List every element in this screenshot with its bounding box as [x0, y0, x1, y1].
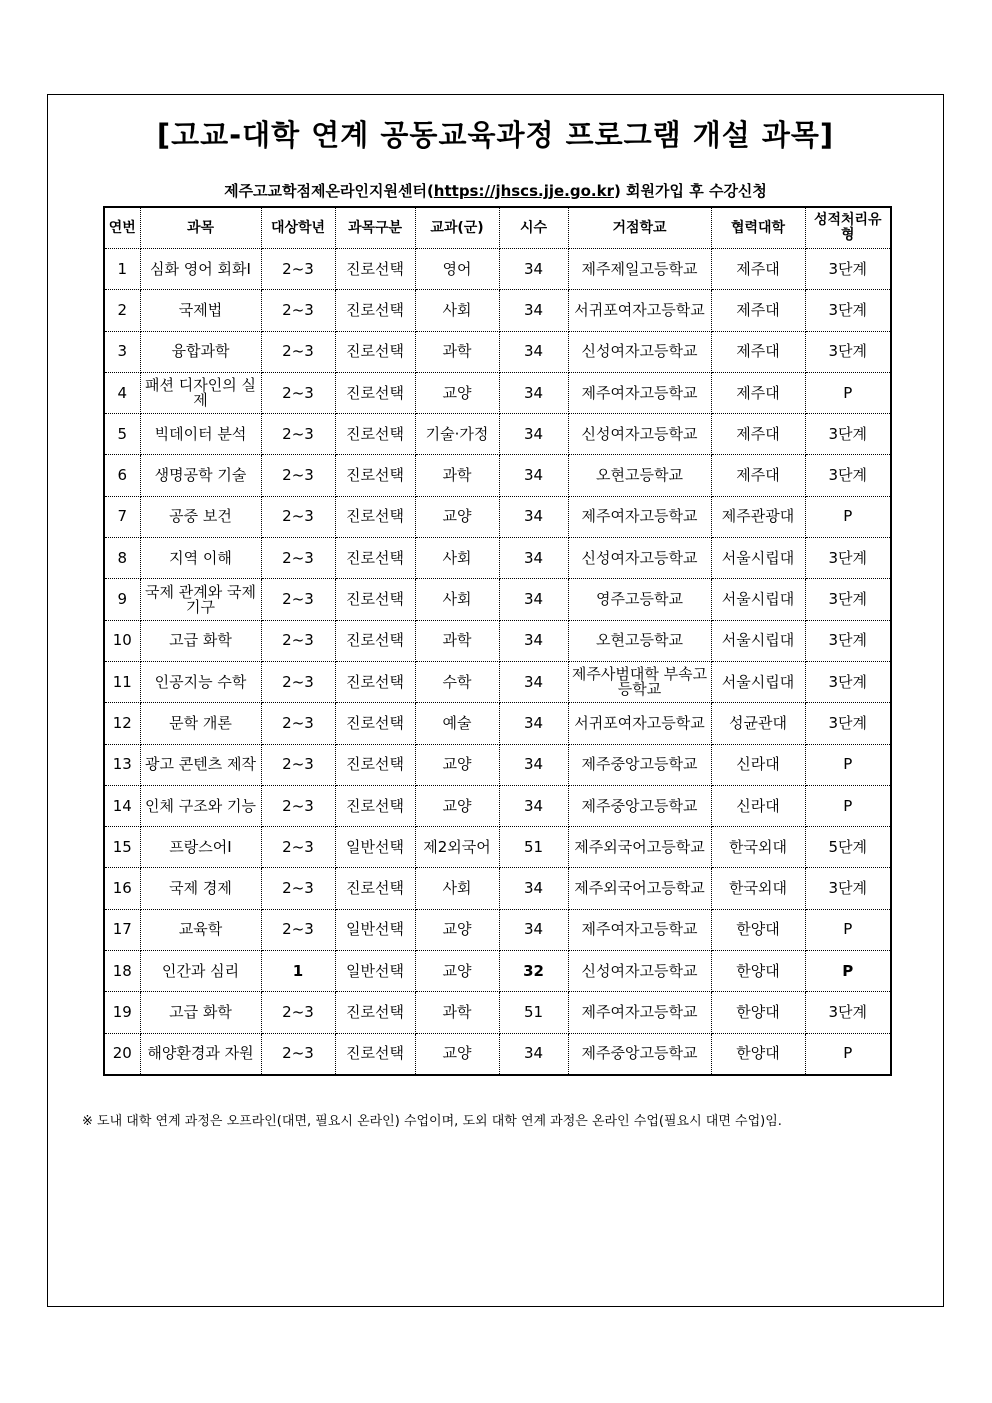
- table-row: [104, 372, 891, 413]
- partner-university-cell: 서울시립대: [711, 620, 805, 661]
- base-school-cell: 서귀포여자고등학교: [568, 290, 711, 331]
- subject-cell: 국제 관계와 국제기구: [140, 579, 261, 620]
- grading-type-cell: P: [805, 744, 891, 785]
- subject-group-cell: 사회: [415, 579, 499, 620]
- row-number-cell: 3: [104, 331, 140, 372]
- table-row: [104, 827, 891, 868]
- base-school-cell: 제주외국어고등학교: [568, 827, 711, 868]
- course-type-cell: 진로선택: [335, 290, 415, 331]
- hours-cell: 34: [499, 414, 568, 455]
- subject-group-cell: 과학: [415, 331, 499, 372]
- grading-type-cell: 3단계: [805, 290, 891, 331]
- hours-cell: 51: [499, 827, 568, 868]
- grading-type-cell: 3단계: [805, 703, 891, 744]
- target-grade-cell: 1: [261, 951, 335, 992]
- subject-group-cell: 교양: [415, 785, 499, 826]
- grading-type-cell: P: [805, 951, 891, 992]
- target-grade-cell: 2~3: [261, 249, 335, 290]
- partner-university-cell: 제주대: [711, 372, 805, 413]
- target-grade-cell: 2~3: [261, 290, 335, 331]
- subject-group-cell: 과학: [415, 455, 499, 496]
- row-number-cell: 9: [104, 579, 140, 620]
- row-number-cell: 14: [104, 785, 140, 826]
- table-row: [104, 992, 891, 1033]
- subject-cell: 인공지능 수학: [140, 661, 261, 702]
- grading-type-cell: 3단계: [805, 414, 891, 455]
- row-number-cell: 13: [104, 744, 140, 785]
- partner-university-cell: 한국외대: [711, 868, 805, 909]
- subject-cell: 융합과학: [140, 331, 261, 372]
- header-cell: 과목구분: [335, 207, 415, 249]
- hours-cell: 32: [499, 951, 568, 992]
- target-grade-cell: 2~3: [261, 744, 335, 785]
- course-type-cell: 진로선택: [335, 620, 415, 661]
- target-grade-cell: 2~3: [261, 1033, 335, 1075]
- target-grade-cell: 2~3: [261, 992, 335, 1033]
- base-school-cell: 제주사범대학 부속고등학교: [568, 661, 711, 702]
- course-type-cell: 진로선택: [335, 372, 415, 413]
- partner-university-cell: 신라대: [711, 785, 805, 826]
- target-grade-cell: 2~3: [261, 496, 335, 537]
- hours-cell: 34: [499, 620, 568, 661]
- row-number-cell: 11: [104, 661, 140, 702]
- row-number-cell: 10: [104, 620, 140, 661]
- course-type-cell: 진로선택: [335, 868, 415, 909]
- subject-group-cell: 교양: [415, 372, 499, 413]
- base-school-cell: 신성여자고등학교: [568, 538, 711, 579]
- subject-cell: 빅데이터 분석: [140, 414, 261, 455]
- subtitle: [47, 180, 944, 201]
- partner-university-cell: 성균관대: [711, 703, 805, 744]
- row-number-cell: 8: [104, 538, 140, 579]
- target-grade-cell: 2~3: [261, 827, 335, 868]
- table-row: [104, 703, 891, 744]
- center-url-link[interactable]: https://jhscs.jje.go.kr: [433, 182, 614, 200]
- page-title: [고교-대학 연계 공동교육과정 프로그램 개설 과목]: [156, 118, 835, 152]
- subject-group-cell: 교양: [415, 951, 499, 992]
- row-number-cell: 6: [104, 455, 140, 496]
- subject-cell: 인간과 심리: [140, 951, 261, 992]
- course-type-cell: 일반선택: [335, 909, 415, 950]
- target-grade-cell: 2~3: [261, 620, 335, 661]
- subject-cell: 프랑스어Ⅰ: [140, 827, 261, 868]
- header-cell: 성적처리유형: [805, 207, 891, 249]
- subject-group-cell: 과학: [415, 992, 499, 1033]
- base-school-cell: 제주제일고등학교: [568, 249, 711, 290]
- table-row: [104, 496, 891, 537]
- table-body: [104, 249, 891, 1076]
- grading-type-cell: P: [805, 1033, 891, 1075]
- grading-type-cell: 3단계: [805, 331, 891, 372]
- grading-type-cell: P: [805, 785, 891, 826]
- base-school-cell: 신성여자고등학교: [568, 951, 711, 992]
- table-header-row: [104, 207, 891, 249]
- grading-type-cell: 3단계: [805, 249, 891, 290]
- header-cell: 시수: [499, 207, 568, 249]
- hours-cell: 34: [499, 372, 568, 413]
- subtitle-prefix: 제주고교학점제온라인지원센터(: [224, 182, 434, 200]
- course-type-cell: 진로선택: [335, 538, 415, 579]
- partner-university-cell: 신라대: [711, 744, 805, 785]
- header-cell: 연번: [104, 207, 140, 249]
- partner-university-cell: 서울시립대: [711, 661, 805, 702]
- table-row: [104, 249, 891, 290]
- header-cell: 교과(군): [415, 207, 499, 249]
- row-number-cell: 4: [104, 372, 140, 413]
- hours-cell: 34: [499, 785, 568, 826]
- target-grade-cell: 2~3: [261, 909, 335, 950]
- course-type-cell: 일반선택: [335, 827, 415, 868]
- subject-cell: 고급 화학: [140, 992, 261, 1033]
- table-row: [104, 951, 891, 992]
- table-row: [104, 290, 891, 331]
- table-row: [104, 620, 891, 661]
- hours-cell: 34: [499, 496, 568, 537]
- partner-university-cell: 서울시립대: [711, 538, 805, 579]
- subtitle-suffix: ) 회원가입 후 수강신청: [613, 182, 767, 200]
- base-school-cell: 제주외국어고등학교: [568, 868, 711, 909]
- base-school-cell: 제주중앙고등학교: [568, 1033, 711, 1075]
- base-school-cell: 제주중앙고등학교: [568, 785, 711, 826]
- target-grade-cell: 2~3: [261, 331, 335, 372]
- grading-type-cell: 3단계: [805, 455, 891, 496]
- header-cell: 대상학년: [261, 207, 335, 249]
- row-number-cell: 20: [104, 1033, 140, 1075]
- partner-university-cell: 제주대: [711, 414, 805, 455]
- subject-cell: 패션 디자인의 실제: [140, 372, 261, 413]
- subject-cell: 문학 개론: [140, 703, 261, 744]
- subject-cell: 생명공학 기술: [140, 455, 261, 496]
- subject-group-cell: 교양: [415, 909, 499, 950]
- hours-cell: 34: [499, 744, 568, 785]
- target-grade-cell: 2~3: [261, 538, 335, 579]
- partner-university-cell: 한국외대: [711, 827, 805, 868]
- base-school-cell: 오현고등학교: [568, 455, 711, 496]
- course-type-cell: 일반선택: [335, 951, 415, 992]
- hours-cell: 34: [499, 909, 568, 950]
- header-cell: 거점학교: [568, 207, 711, 249]
- footnote: ※ 도내 대학 연계 과정은 오프라인(대면, 필요시 온라인) 수업이며, 도외 대학 연계 과정은 온라인 수업(필요시 대면 수업)임.: [82, 1114, 782, 1129]
- base-school-cell: 신성여자고등학교: [568, 414, 711, 455]
- table-row: [104, 579, 891, 620]
- course-type-cell: 진로선택: [335, 992, 415, 1033]
- grading-type-cell: P: [805, 372, 891, 413]
- subject-group-cell: 기술·가정: [415, 414, 499, 455]
- subject-group-cell: 예술: [415, 703, 499, 744]
- course-table: [103, 206, 892, 1076]
- base-school-cell: 영주고등학교: [568, 579, 711, 620]
- course-type-cell: 진로선택: [335, 331, 415, 372]
- hours-cell: 51: [499, 992, 568, 1033]
- course-type-cell: 진로선택: [335, 703, 415, 744]
- partner-university-cell: 제주대: [711, 290, 805, 331]
- subject-group-cell: 사회: [415, 868, 499, 909]
- course-type-cell: 진로선택: [335, 455, 415, 496]
- course-type-cell: 진로선택: [335, 579, 415, 620]
- base-school-cell: 제주여자고등학교: [568, 496, 711, 537]
- row-number-cell: 16: [104, 868, 140, 909]
- subject-cell: 인체 구조와 기능: [140, 785, 261, 826]
- subject-cell: 광고 콘텐츠 제작: [140, 744, 261, 785]
- hours-cell: 34: [499, 868, 568, 909]
- row-number-cell: 1: [104, 249, 140, 290]
- hours-cell: 34: [499, 455, 568, 496]
- subject-cell: 국제 경제: [140, 868, 261, 909]
- hours-cell: 34: [499, 331, 568, 372]
- partner-university-cell: 제주대: [711, 331, 805, 372]
- grading-type-cell: 3단계: [805, 620, 891, 661]
- partner-university-cell: 제주관광대: [711, 496, 805, 537]
- table-row: [104, 868, 891, 909]
- grading-type-cell: 3단계: [805, 661, 891, 702]
- subject-cell: 심화 영어 회화Ⅰ: [140, 249, 261, 290]
- subject-group-cell: 과학: [415, 620, 499, 661]
- course-type-cell: 진로선택: [335, 496, 415, 537]
- subject-group-cell: 사회: [415, 290, 499, 331]
- subject-cell: 공중 보건: [140, 496, 261, 537]
- subject-group-cell: 교양: [415, 496, 499, 537]
- subject-group-cell: 수학: [415, 661, 499, 702]
- row-number-cell: 12: [104, 703, 140, 744]
- partner-university-cell: 한양대: [711, 992, 805, 1033]
- grading-type-cell: P: [805, 909, 891, 950]
- target-grade-cell: 2~3: [261, 868, 335, 909]
- hours-cell: 34: [499, 290, 568, 331]
- grading-type-cell: 3단계: [805, 868, 891, 909]
- partner-university-cell: 제주대: [711, 455, 805, 496]
- course-type-cell: 진로선택: [335, 785, 415, 826]
- grading-type-cell: 5단계: [805, 827, 891, 868]
- subject-cell: 해양환경과 자원: [140, 1033, 261, 1075]
- subject-group-cell: 사회: [415, 538, 499, 579]
- partner-university-cell: 제주대: [711, 249, 805, 290]
- table-row: [104, 785, 891, 826]
- target-grade-cell: 2~3: [261, 785, 335, 826]
- base-school-cell: 신성여자고등학교: [568, 331, 711, 372]
- hours-cell: 34: [499, 579, 568, 620]
- table-row: [104, 661, 891, 702]
- hours-cell: 34: [499, 249, 568, 290]
- table-row: [104, 538, 891, 579]
- row-number-cell: 19: [104, 992, 140, 1033]
- course-type-cell: 진로선택: [335, 744, 415, 785]
- table-row: [104, 909, 891, 950]
- course-type-cell: 진로선택: [335, 661, 415, 702]
- table-row: [104, 414, 891, 455]
- subject-cell: 교육학: [140, 909, 261, 950]
- target-grade-cell: 2~3: [261, 661, 335, 702]
- hours-cell: 34: [499, 661, 568, 702]
- header-cell: 과목: [140, 207, 261, 249]
- course-type-cell: 진로선택: [335, 1033, 415, 1075]
- base-school-cell: 서귀포여자고등학교: [568, 703, 711, 744]
- row-number-cell: 5: [104, 414, 140, 455]
- partner-university-cell: 한양대: [711, 1033, 805, 1075]
- grading-type-cell: 3단계: [805, 538, 891, 579]
- grading-type-cell: 3단계: [805, 579, 891, 620]
- subject-group-cell: 교양: [415, 1033, 499, 1075]
- base-school-cell: 제주여자고등학교: [568, 992, 711, 1033]
- row-number-cell: 2: [104, 290, 140, 331]
- row-number-cell: 17: [104, 909, 140, 950]
- subject-group-cell: 교양: [415, 744, 499, 785]
- course-type-cell: 진로선택: [335, 249, 415, 290]
- row-number-cell: 18: [104, 951, 140, 992]
- course-type-cell: 진로선택: [335, 414, 415, 455]
- table-row: [104, 331, 891, 372]
- grading-type-cell: 3단계: [805, 992, 891, 1033]
- row-number-cell: 7: [104, 496, 140, 537]
- target-grade-cell: 2~3: [261, 372, 335, 413]
- table-row: [104, 1033, 891, 1075]
- target-grade-cell: 2~3: [261, 455, 335, 496]
- base-school-cell: 제주여자고등학교: [568, 372, 711, 413]
- table-row: [104, 744, 891, 785]
- hours-cell: 34: [499, 1033, 568, 1075]
- target-grade-cell: 2~3: [261, 703, 335, 744]
- header-cell: 협력대학: [711, 207, 805, 249]
- hours-cell: 34: [499, 703, 568, 744]
- base-school-cell: 오현고등학교: [568, 620, 711, 661]
- hours-cell: 34: [499, 538, 568, 579]
- partner-university-cell: 한양대: [711, 909, 805, 950]
- base-school-cell: 제주중앙고등학교: [568, 744, 711, 785]
- subject-cell: 국제법: [140, 290, 261, 331]
- subject-cell: 고급 화학: [140, 620, 261, 661]
- grading-type-cell: P: [805, 496, 891, 537]
- base-school-cell: 제주여자고등학교: [568, 909, 711, 950]
- subject-group-cell: 제2외국어: [415, 827, 499, 868]
- partner-university-cell: 서울시립대: [711, 579, 805, 620]
- partner-university-cell: 한양대: [711, 951, 805, 992]
- row-number-cell: 15: [104, 827, 140, 868]
- subject-group-cell: 영어: [415, 249, 499, 290]
- table-row: [104, 455, 891, 496]
- target-grade-cell: 2~3: [261, 579, 335, 620]
- subject-cell: 지역 이해: [140, 538, 261, 579]
- target-grade-cell: 2~3: [261, 414, 335, 455]
